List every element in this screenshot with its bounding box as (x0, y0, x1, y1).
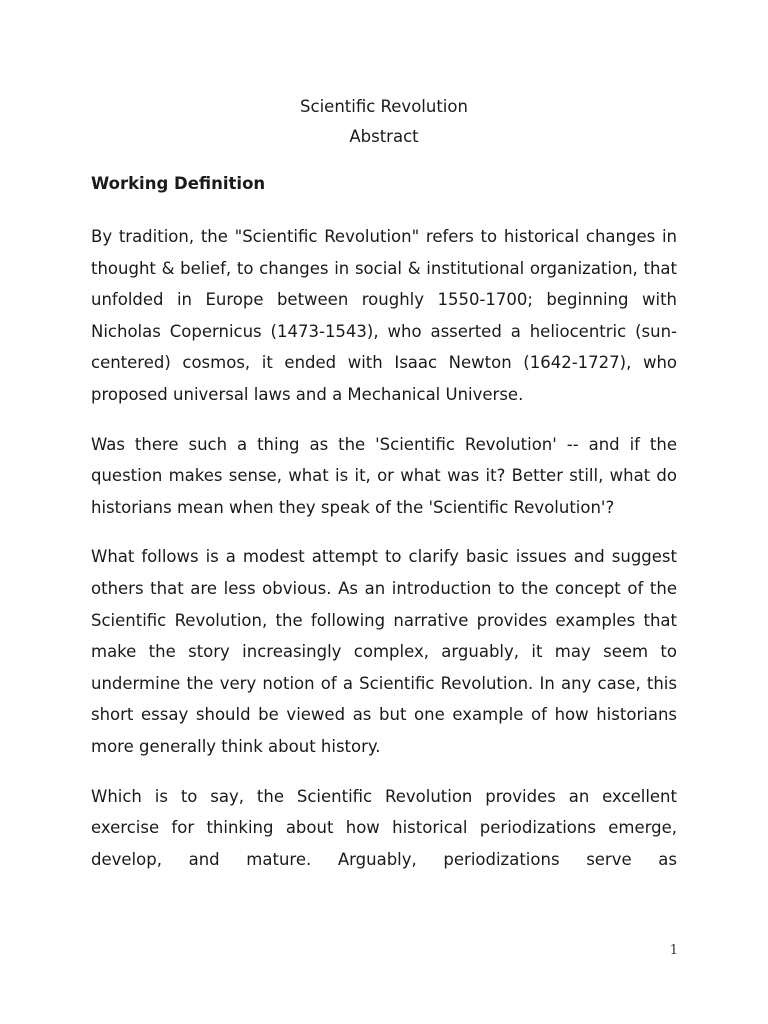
title-block (0, 92, 768, 152)
document-subtitle: Abstract (349, 127, 419, 146)
paragraph-4: Which is to say, the Scientific Revolution provides an excellent exercise for thinking about how historical periodizations emerge, develop, and mature. Arguably, periodizations serve as (91, 786, 677, 869)
page-number: 1 (669, 943, 678, 958)
body-text (91, 221, 677, 893)
section-heading: Working Definition (91, 174, 266, 193)
paragraph-1: By tradition, the "Scientific Revolution" refers to historical changes in thought & belief, to changes in social & institutional organization, that unfolded in Europe between roughly 1550-1700; beginning with Nicholas Copernicus (1473-1543), who asserted a heliocentric (sun-centered) cosmos, it ended with Isaac Newton (1642-1727), who proposed universal laws and a Mechanical Universe. (91, 227, 677, 404)
paragraph-2: Was there such a thing as the 'Scientific Revolution' -- and if the question makes sense, what is it, or what was it? Better still, what do historians mean when they speak of the 'Scientific Revolution'? (91, 434, 677, 517)
document-title: Scientific Revolution (300, 97, 468, 116)
paragraph-3: What follows is a modest attempt to clarify basic issues and suggest others that are less obvious. As an introduction to the concept of the Scientific Revolution, the following narrative provides examples that make the story increasingly complex, arguably, it may seem to undermine the very notion of a Scientific Revolution. In any case, this short essay should be viewed as but one example of how historians more generally think about history. (91, 547, 677, 756)
